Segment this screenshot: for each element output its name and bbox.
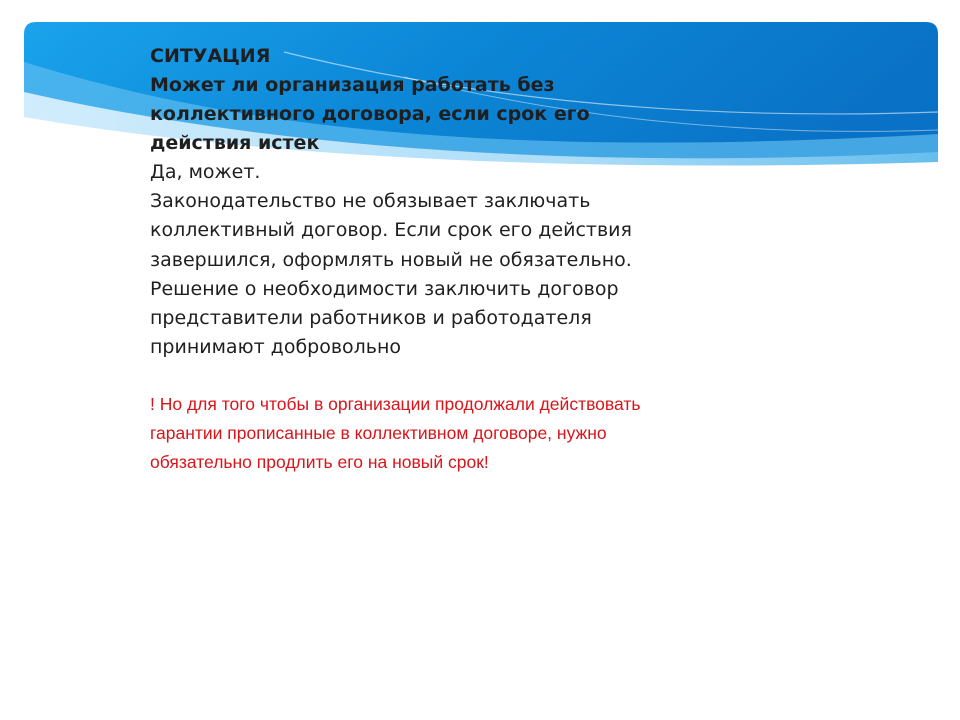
answer-text: Да, может.	[150, 161, 261, 183]
explanation-text: Законодательство не обязывает заключать коллективный договор. Если срок его действия завершился, оформлять новый не обязательно. Решение о необходимости заключить договор представители работников и работодателя принимают добровольно	[150, 190, 632, 359]
slide-content	[150, 42, 850, 363]
warning-note: ! Но для того чтобы в организации продолжали действовать гарантии прописанные в коллективном договоре, нужно обязательно продлить его на новый срок!	[150, 394, 641, 472]
situation-title: СИТУАЦИЯ	[150, 45, 271, 67]
question-line-3: действия истек	[150, 132, 320, 154]
question-line-1: Может ли организация работать без	[150, 74, 555, 96]
question-line-2: коллективного договора, если срок его	[150, 103, 590, 125]
